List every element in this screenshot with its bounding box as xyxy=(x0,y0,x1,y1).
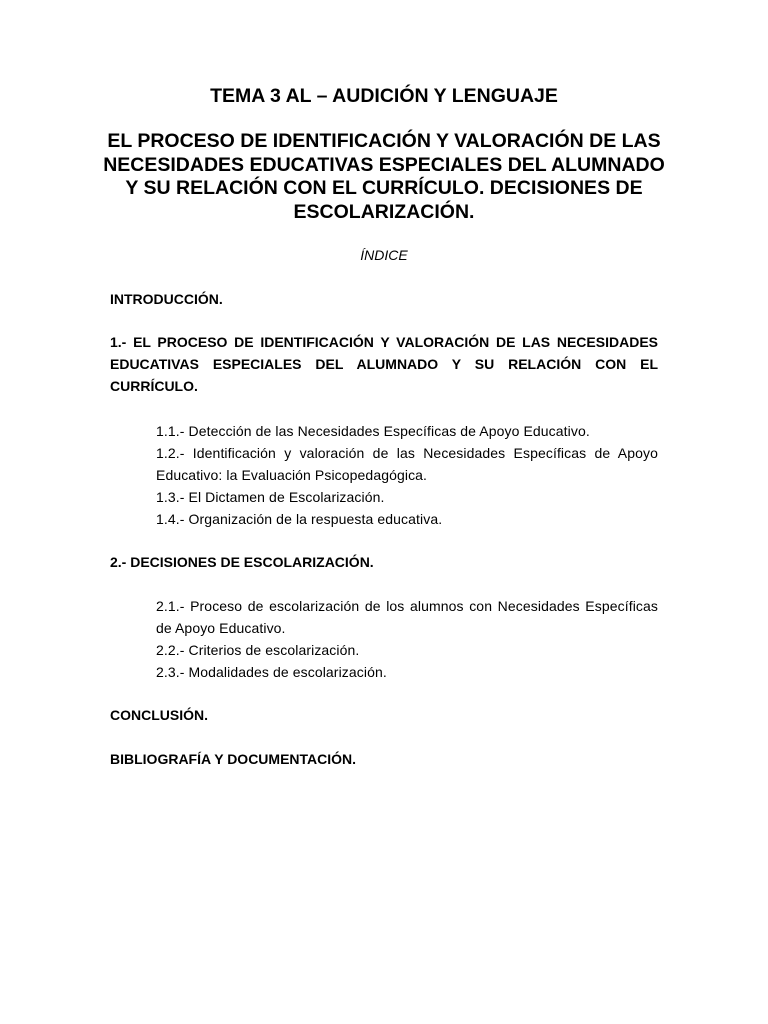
index-label: ÍNDICE xyxy=(360,247,408,263)
document-title: TEMA 3 AL – AUDICIÓN Y LENGUAJE xyxy=(210,85,558,107)
section-2-heading: 2.- DECISIONES DE ESCOLARIZACIÓN. xyxy=(110,554,374,570)
list-item-2-2: 2.2.- Criterios de escolarización. xyxy=(156,642,360,658)
list-item-1-2: 1.2.- Identificación y valoración de las Necesidades Específicas de Apoyo Educativo: la Evaluación Psicopedagógica. xyxy=(156,445,658,483)
document-subtitle: EL PROCESO DE IDENTIFICACIÓN Y VALORACIÓN DE LAS NECESIDADES EDUCATIVAS ESPECIALES DEL ALUMNADO Y SU RELACIÓN CON EL CURRÍCULO. DECISIONES DE ESCOLARIZACIÓN. xyxy=(103,130,665,223)
section-1-list xyxy=(156,420,658,530)
section-bibliography: BIBLIOGRAFÍA Y DOCUMENTACIÓN. xyxy=(110,751,357,767)
list-item-1-1: 1.1.- Detección de las Necesidades Específicas de Apoyo Educativo. xyxy=(156,423,590,439)
list-item-1-3: 1.3.- El Dictamen de Escolarización. xyxy=(156,489,385,505)
section-2-list xyxy=(156,595,658,683)
list-item-2-3: 2.3.- Modalidades de escolarización. xyxy=(156,664,387,680)
list-item-2-1: 2.1.- Proceso de escolarización de los alumnos con Necesidades Específicas de Apoyo Educativo. xyxy=(156,598,658,636)
list-item-1-4: 1.4.- Organización de la respuesta educativa. xyxy=(156,511,443,527)
section-1-heading: 1.- EL PROCESO DE IDENTIFICACIÓN Y VALORACIÓN DE LAS NECESIDADES EDUCATIVAS ESPECIALES DEL ALUMNADO Y SU RELACIÓN CON EL CURRÍCULO. xyxy=(110,334,658,394)
section-introduction: INTRODUCCIÓN. xyxy=(110,291,223,307)
section-conclusion: CONCLUSIÓN. xyxy=(110,707,208,723)
